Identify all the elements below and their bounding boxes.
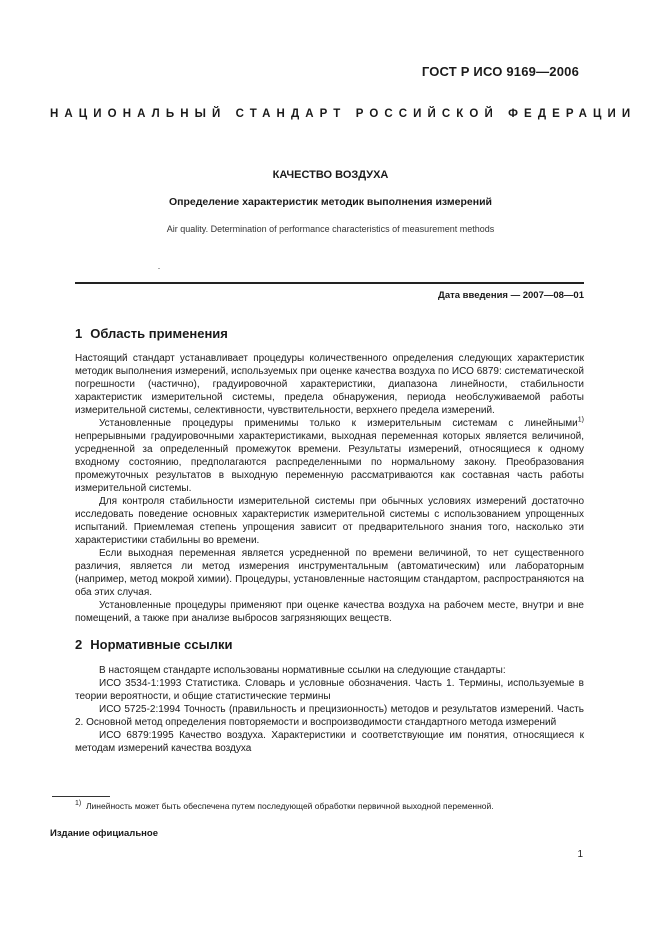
section-1-number: 1 bbox=[75, 326, 83, 341]
footnote-rule bbox=[52, 796, 110, 797]
scan-speck bbox=[158, 268, 160, 269]
section-1-paragraph-3: Для контроля стабильности измерительной системы при обычных условиях измерений достаточно исследовать поведение основных характеристик измерительной системы с использованием упрощенных испытаний. Приемлемая степень упрощения зависит от предварительного знания того, насколько эти характеристики стабильны во времени. bbox=[75, 496, 584, 546]
section-1-paragraph-4: Если выходная переменная является усредненной по времени величиной, то нет существенного различия, является ли метод измерения инструментальным (автоматическим) или лабораторным (например, метод мокрой химии). Процедуры, установленные настоящим стандартом, распространяются на оба этих случая. bbox=[75, 548, 584, 598]
section-2-title: Нормативные ссылки bbox=[90, 637, 233, 652]
footnote bbox=[75, 801, 584, 812]
section-1-paragraph-5: Установленные процедуры применяют при оценке качества воздуха на рабочем месте, внутри и вне помещений, а также при анализе выбросов загрязняющих веществ. bbox=[75, 600, 584, 624]
page-number: 1 bbox=[577, 849, 583, 860]
section-1-paragraph-2-text-b: непрерывными градуировочными характеристиками, выходная переменная которых является величиной, усредненной за определенный промежуток времени. Результаты измерений, относящиеся к одному входному состоянию, предполагаются распределенными по нормальному закону. Преобразования промежуточных результатов в выходную переменную рассматриваются как составная часть работы измерительной системы. bbox=[75, 431, 584, 494]
header-rule bbox=[75, 282, 584, 284]
official-edition-label: Издание официальное bbox=[50, 828, 158, 839]
section-2-paragraph-1: В настоящем стандарте использованы нормативные ссылки на следующие стандарты: bbox=[99, 665, 506, 676]
section-2-reference-iso-6879: ИСО 6879:1995 Качество воздуха. Характеристики и соответствующие им понятия, относящиеся к методам измерений качества воздуха bbox=[75, 730, 584, 754]
section-2-body bbox=[75, 664, 584, 755]
section-2-number: 2 bbox=[75, 637, 83, 652]
section-1-paragraph-1-text: Настоящий стандарт устанавливает процедуры количественного определения следующих характеристик методик выполнения измерений, используемых при оценке качества воздуха по ИСО 6879: систематической погрешности (частично), градуировочной характеристики, диапазона линейности, стабильности характеристик измерительной системы, предела обнаружения, периода необслуживаемой работы измерительной системы, селективности, чувствительности, верхнего предела измерений. bbox=[75, 353, 584, 416]
national-standard-banner: НАЦИОНАЛЬНЫЙ СТАНДАРТ РОССИЙСКОЙ ФЕДЕРАЦИИ bbox=[50, 108, 637, 120]
section-1-paragraph-1 bbox=[75, 352, 584, 417]
section-1-body bbox=[75, 352, 584, 625]
section-2-reference-iso-5725: ИСО 5725-2:1994 Точность (правильность и прецизионность) методов и результатов измерений. Часть 2. Основной метод определения повторяемости и воспроизводимости стандартного метода измерений bbox=[75, 704, 584, 728]
effective-date: Дата введения — 2007—08—01 bbox=[438, 290, 584, 301]
document-title-english: Air quality. Determination of performance characteristics of measurement methods bbox=[166, 224, 495, 234]
footnote-text: Линейность может быть обеспечена путем последующей обработки первичной выходной переменной. bbox=[85, 801, 494, 811]
section-1-paragraph-2-text-a: Установленные процедуры применимы только к измерительным системам с линейными bbox=[99, 418, 578, 429]
footnote-marker: 1) bbox=[75, 800, 82, 808]
section-1-heading bbox=[75, 326, 228, 341]
document-title: КАЧЕСТВО ВОЗДУХА bbox=[272, 169, 389, 181]
document-number: ГОСТ Р ИСО 9169—2006 bbox=[421, 64, 579, 79]
section-2-heading bbox=[75, 637, 232, 652]
section-2-reference-iso-3534: ИСО 3534-1:1993 Статистика. Словарь и условные обозначения. Часть 1. Термины, используемые в теории вероятности, и общие статистические термины bbox=[75, 678, 584, 702]
footnote-reference: 1) bbox=[577, 416, 584, 424]
document-subtitle: Определение характеристик методик выполнения измерений bbox=[168, 196, 492, 208]
section-1-paragraph-2 bbox=[75, 417, 584, 495]
section-1-title: Область применения bbox=[90, 326, 228, 341]
